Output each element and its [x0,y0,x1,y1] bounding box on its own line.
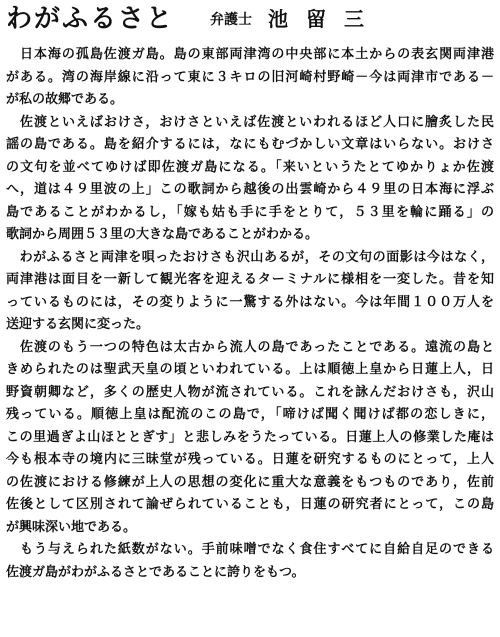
text-line: 歌詞から周囲５３里の大きな島であることがわかる。 [6,227,319,242]
essay-header [6,2,494,36]
text-line: 送迎する玄関に変った。 [6,317,150,332]
text-line: 島であることがわかるし，「嫁も姑も手に手をとりて，５３里を輪に踊る」の [6,204,494,220]
essay-title: わがふるさと [6,4,175,34]
text-line: 佐渡といえばおけさ，おけさといえば佐渡といわれるほど人口に膾炙した民 [6,114,494,130]
text-line: がある。湾の海岸線に沿って東に３キロの旧河崎村野崎－今は両津市である－ [6,69,494,85]
text-line: 残っている。順徳上皇は配流のこの島で，「啼けば聞く聞けば都の恋しきに， [6,407,494,422]
text-line: の佐渡における修練が上人の思想の変化に重大な意義をもつものであり，佐前 [6,474,494,490]
essay-body [6,44,494,584]
author-name: 池留三 [268,7,382,31]
text-line: 日本海の孤島佐渡ガ島。島の東部両津湾の中央部に本土からの表玄関両津港 [6,47,494,62]
author-role: 弁護士 [210,12,252,28]
text-line: もう与えられた紙数がない。手前味噌でなく食住すべてに自給自足のできる [6,542,494,557]
text-line: 今も根本寺の境内に三昧堂が残っている。日蓮を研究するものにとって，上人 [6,452,494,467]
text-line: きめられたのは聖武天皇の頃といわれている。上は順徳上皇から日蓮上人，日 [6,362,494,377]
text-line: 野資朝卿など，多くの歴史人物が流されている。これを詠んだおけさも，沢山 [6,384,494,400]
text-line: わがふるさと両津を唄ったおけさも沢山あるが，その文句の面影は今はなく， [6,249,494,265]
text-line: が興味深い地である。 [6,519,137,535]
text-line: の文句を並べてゆけば即佐渡ガ島になる。「来いというたとてゆかりょか佐渡 [6,159,494,175]
text-line: 謡の島である。島を紹介するには，なにもむづかしい文章はいらない。おけさ [6,137,494,152]
text-line: 佐渡のもう一つの特色は太古から流人の島であったことである。遠流の島と [6,339,494,355]
text-line: っているものには，その変りように一驚する外はない。今は年間１００万人を [6,294,494,310]
text-line: が私の故郷である。 [6,92,124,107]
text-line: この里過ぎよ山ほととぎす」と悲しみをうたっている。日蓮上人の修業した庵は [6,429,494,445]
text-line: へ，道は４９里波の上」この歌詞から越後の出雲崎から４９里の日本海に浮ぶ [6,182,494,197]
text-line: 佐後として区別されて論ぜられていることも，日蓮の研究者にとって，この島 [6,497,494,512]
text-line: 佐渡ガ島がわがふるさとであることに誇りをもつ。 [6,564,305,580]
text-line: 両津港は面目を一新して観光客を迎えるターミナルに様相を一変した。昔を知 [6,272,494,287]
